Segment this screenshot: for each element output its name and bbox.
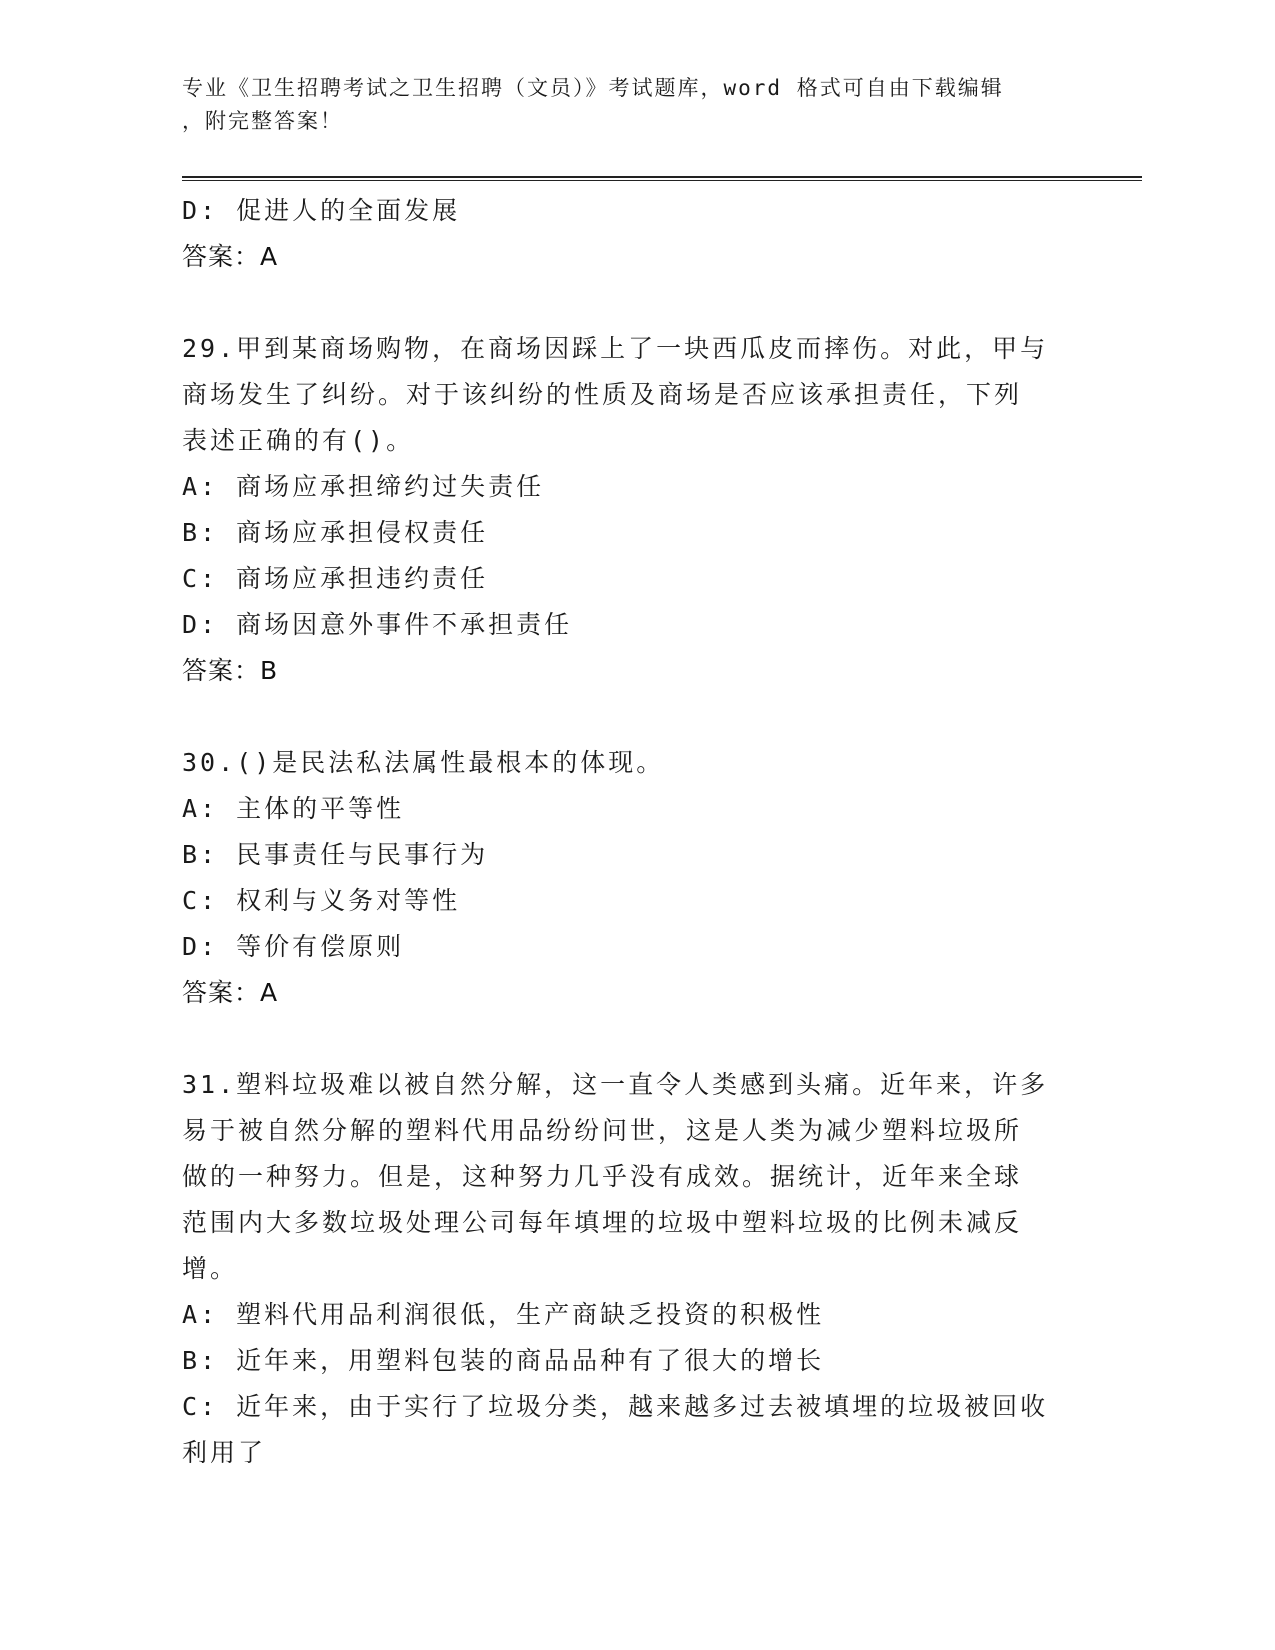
page-header	[182, 72, 1062, 138]
option-a: A: 塑料代用品利润很低，生产商缺乏投资的积极性	[182, 1300, 825, 1329]
header-divider	[182, 176, 1142, 181]
question-text-line: 表述正确的有()。	[182, 426, 415, 455]
question-content	[182, 188, 1082, 1476]
question-text-line: 做的一种努力。但是，这种努力几乎没有成效。据统计，近年来全球	[182, 1162, 1023, 1191]
block-spacer	[182, 280, 1082, 326]
question-block-28	[182, 188, 1082, 280]
answer-line: 答案：B	[182, 656, 279, 685]
option-a: A: 商场应承担缔约过失责任	[182, 472, 545, 501]
question-block-30	[182, 740, 1082, 1016]
option-c: C: 近年来，由于实行了垃圾分类，越来越多过去被填埋的垃圾被回收	[182, 1392, 1049, 1421]
answer-line: 答案：A	[182, 242, 279, 271]
option-b: B: 商场应承担侵权责任	[182, 518, 489, 547]
question-text-line: 29.甲到某商场购物，在商场因踩上了一块西瓜皮而摔伤。对此，甲与	[182, 334, 1049, 363]
question-block-29	[182, 326, 1082, 694]
question-text-line: 增。	[182, 1254, 239, 1283]
option-a: A: 主体的平等性	[182, 794, 405, 823]
question-text-line: 范围内大多数垃圾处理公司每年填埋的垃圾中塑料垃圾的比例未减反	[182, 1208, 1023, 1237]
option-b: B: 民事责任与民事行为	[182, 840, 489, 869]
option-d: D: 等价有偿原则	[182, 932, 405, 961]
header-line-1: 专业《卫生招聘考试之卫生招聘（文员）》考试题库，word 格式可自由下载编辑	[182, 76, 1004, 100]
option-c: C: 权利与义务对等性	[182, 886, 461, 915]
option-d: D: 促进人的全面发展	[182, 196, 461, 225]
option-d: D: 商场因意外事件不承担责任	[182, 610, 573, 639]
header-line-2: ，附完整答案！	[182, 109, 343, 133]
question-text-line: 易于被自然分解的塑料代用品纷纷问世，这是人类为减少塑料垃圾所	[182, 1116, 1023, 1145]
block-spacer	[182, 694, 1082, 740]
question-text-line: 31.塑料垃圾难以被自然分解，这一直令人类感到头痛。近年来，许多	[182, 1070, 1049, 1099]
question-text-line: 商场发生了纠纷。对于该纠纷的性质及商场是否应该承担责任，下列	[182, 380, 1023, 409]
question-text-line: 30.()是民法私法属性最根本的体现。	[182, 748, 665, 777]
option-c: C: 商场应承担违约责任	[182, 564, 489, 593]
option-b: B: 近年来，用塑料包装的商品品种有了很大的增长	[182, 1346, 825, 1375]
answer-line: 答案：A	[182, 978, 279, 1007]
question-block-31	[182, 1062, 1082, 1476]
block-spacer	[182, 1016, 1082, 1062]
option-c-continued: 利用了	[182, 1438, 267, 1467]
